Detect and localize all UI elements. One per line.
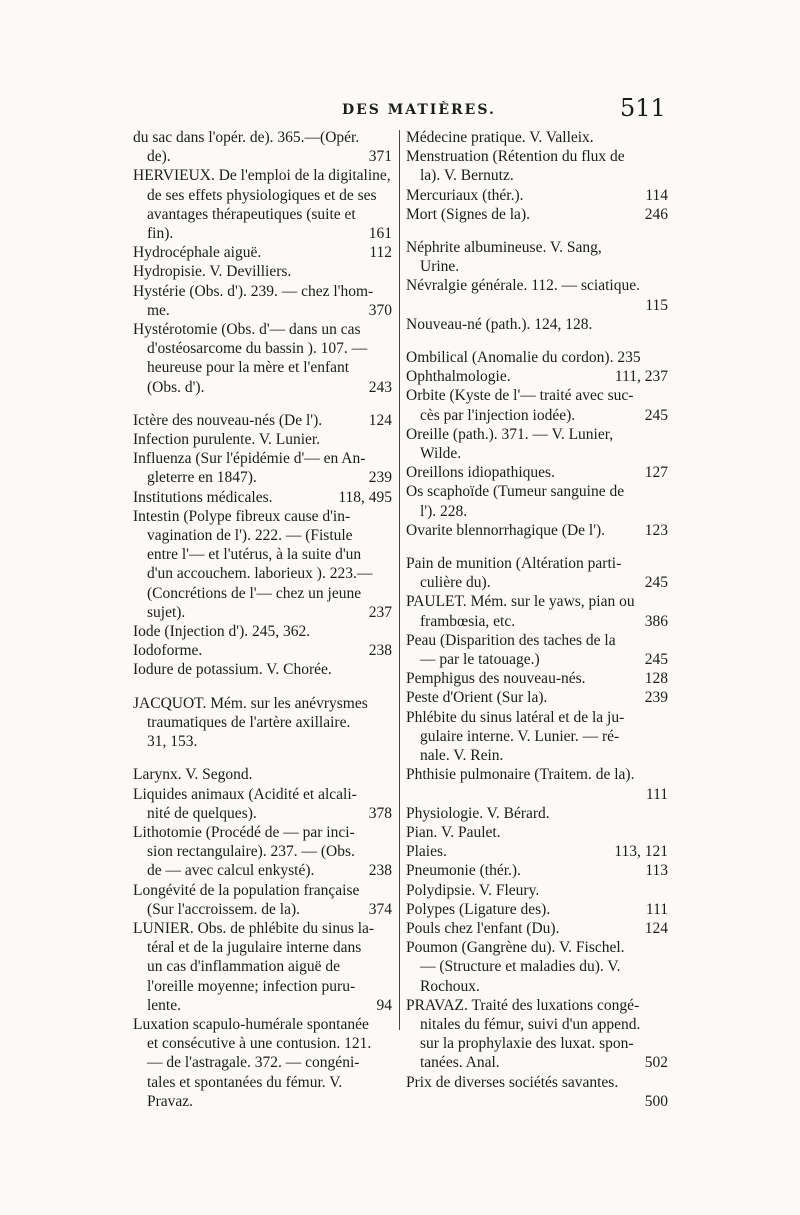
index-entry (133, 243, 392, 262)
column-divider (399, 130, 400, 1030)
entry-line: Lithotomie (Procédé de — par inci- (133, 823, 355, 841)
index-entry (133, 785, 392, 823)
entry-line: un cas d'inflammation aiguë de (147, 958, 341, 976)
index-entry (406, 996, 668, 1073)
index-entry (133, 765, 392, 784)
index-entry (406, 205, 668, 224)
entry-line: PAULET. Mém. sur le yaws, pian ou (406, 593, 635, 611)
index-entry (133, 919, 392, 1015)
index-entry (133, 128, 392, 166)
index-entry (406, 900, 668, 919)
index-entry (406, 688, 668, 707)
letter-section-gap (133, 397, 392, 411)
entry-line: traumatiques de l'artère axillaire. (147, 713, 351, 731)
entry-line: gulaire interne. V. Lunier. — ré- (420, 727, 620, 745)
page-reference: 118, 495 (338, 488, 392, 506)
entry-line: 245 cès par l'injection iodée). (420, 406, 668, 424)
index-entry (406, 881, 668, 900)
page-reference: 111, 237 (614, 368, 668, 386)
entry-line: et consécutive à une contusion. 121. (147, 1035, 372, 1053)
page-reference: 374 (368, 900, 392, 918)
index-entry (406, 669, 668, 688)
page-reference: 112 (369, 244, 392, 262)
entry-line: du sac dans l'opér. de). 365.—(Opér. (133, 129, 360, 146)
page-reference: 238 (368, 862, 392, 880)
index-entry (133, 507, 392, 622)
entry-line: tales et spontanées du fémur. V. (147, 1073, 343, 1091)
page-number: 511 (620, 94, 666, 122)
index-entry (133, 694, 392, 752)
page-reference: 128 (644, 670, 668, 688)
index-entry (133, 411, 392, 430)
index-entry (406, 765, 668, 803)
entry-line: Hystérotomie (Obs. d'— dans un cas (133, 321, 361, 339)
entry-line: 238 Iodoforme. (133, 642, 392, 660)
entry-line: Menstruation (Rétention du flux de (406, 148, 625, 166)
page-reference: 378 (368, 804, 392, 822)
index-entry (406, 128, 668, 147)
index-entry (406, 631, 668, 669)
index-entry (406, 482, 668, 520)
page-reference: 500 (644, 1092, 668, 1110)
entry-line: 94 lente. (147, 996, 392, 1014)
entry-line: 112 Hydrocéphale aiguë. (133, 244, 392, 262)
index-entry (406, 823, 668, 842)
entry-line: d'ostéosarcome du bassin ). 107. — (147, 340, 368, 358)
entry-line: Oreille (path.). 371. — V. Lunier, (406, 425, 614, 443)
index-entry (406, 919, 668, 938)
index-entry (133, 488, 392, 507)
entry-line: Peau (Disparition des taches de la (406, 631, 616, 649)
entry-line: Pain de munition (Altération parti- (406, 555, 622, 573)
index-entry (406, 315, 668, 334)
entry-line: Os scaphoïde (Tumeur sanguine de (406, 483, 625, 501)
entry-line: Névralgie générale. 112. — sciatique. (406, 277, 640, 295)
entry-line: 374 (Sur l'accroissem. de la). (147, 900, 392, 918)
entry-line: (Concrétions de l'— chez un jeune (147, 584, 362, 602)
entry-line: Pian. V. Paulet. (406, 823, 501, 841)
page-reference: 246 (644, 205, 668, 223)
entry-line: LUNIER. Obs. de phlébite du sinus la- (133, 919, 375, 937)
entry-line: Hystérie (Obs. d'). 239. — chez l'hom- (133, 282, 374, 300)
entry-line: 237 sujet). (147, 603, 392, 621)
entry-line (406, 296, 668, 315)
index-entry (133, 823, 392, 881)
page-reference: 245 (644, 651, 668, 669)
entry-line: 124 Pouls chez l'enfant (Du). (406, 919, 668, 937)
index-entry (133, 320, 392, 397)
entry-line: 161 fin). (147, 225, 392, 243)
page-reference: 113, 121 (614, 843, 668, 861)
right-column (406, 128, 668, 1111)
entry-line: 370 me. (147, 301, 392, 319)
entry-line: 127 Oreillons idiopathiques. (406, 464, 668, 482)
page-reference: 371 (368, 148, 392, 166)
entry-line: Prix de diverses sociétés savantes. (406, 1073, 619, 1091)
page-reference: 114 (645, 186, 668, 204)
index-entry (133, 641, 392, 660)
entry-line: Iodure de potassium. V. Chorée. (133, 661, 332, 679)
entry-line: HERVIEUX. De l'emploi de la digitaline, (133, 167, 391, 185)
page-reference: 245 (644, 406, 668, 424)
index-entry (406, 708, 668, 766)
entry-line: 118, 495 Institutions médicales. (133, 488, 392, 506)
letter-section-gap (406, 334, 668, 348)
entry-line: 239 Peste d'Orient (Sur la). (406, 689, 668, 707)
entry-line: Pravaz. (147, 1092, 194, 1110)
page-reference: 370 (368, 301, 392, 319)
index-entry (133, 166, 392, 243)
entry-line: Wilde. (420, 445, 462, 463)
entry-line: 386 frambœsia, etc. (420, 612, 668, 630)
entry-line: la). V. Bernutz. (420, 167, 514, 185)
entry-line: l'oreille moyenne; infection puru- (147, 977, 356, 995)
entry-line: Nouveau-né (path.). 124, 128. (406, 315, 593, 333)
index-entry (133, 660, 392, 679)
entry-line: entre l'— et l'utérus, à la suite d'un (147, 546, 362, 564)
index-entry (133, 1015, 392, 1111)
page-reference: 115 (645, 296, 668, 314)
entry-line: 128 Pemphigus des nouveau-nés. (406, 670, 668, 688)
entry-line: téral et de la jugulaire interne dans (147, 939, 362, 957)
entry-line: Rochoux. (420, 977, 480, 995)
index-entry (406, 348, 668, 367)
index-entry (406, 367, 668, 386)
index-entry (406, 554, 668, 592)
letter-section-gap (133, 680, 392, 694)
entry-line: 245 — par le tatouage.) (420, 651, 668, 669)
page-reference: 111 (645, 900, 668, 918)
entry-line: 31, 153. (147, 733, 198, 751)
entry-line: Urine. (420, 258, 460, 276)
entry-line: avantages thérapeutiques (suite et (147, 205, 356, 223)
index-entry (406, 386, 668, 424)
entry-line: 238 de — avec calcul enkysté). (147, 862, 392, 880)
running-head: DES MATIÈRES. (342, 102, 496, 118)
index-entry (406, 842, 668, 861)
entry-line: sion rectangulaire). 237. — (Obs. (147, 843, 355, 861)
index-entry (133, 282, 392, 320)
entry-line: PRAVAZ. Traité des luxations congé- (406, 996, 640, 1014)
entry-line: — de l'astragale. 372. — congéni- (147, 1054, 360, 1072)
page-reference: 243 (368, 378, 392, 396)
entry-line: Liquides animaux (Acidité et alcali- (133, 785, 357, 803)
letter-section-gap (406, 224, 668, 238)
entry-line: Influenza (Sur l'épidémie d'— en An- (133, 450, 366, 468)
page-reference: 94 (376, 996, 392, 1014)
page-reference: 245 (644, 574, 668, 592)
entry-line: 378 nité de quelques). (147, 804, 392, 822)
entry-line: Infection purulente. V. Lunier. (133, 431, 321, 449)
index-entry (133, 430, 392, 449)
entry-line: 502 tanées. Anal. (420, 1054, 668, 1072)
entry-line: 371 de). (147, 148, 392, 166)
entry-line: 243 (Obs. d'). (147, 378, 392, 396)
entry-line: 124 Ictère des nouveau-nés (De l'). (133, 411, 392, 429)
entry-line: Iode (Injection d'). 245, 362. (133, 623, 311, 641)
entry-line: — (Structure et maladies du). V. (420, 958, 621, 976)
page-reference: 238 (368, 642, 392, 660)
index-entry (406, 1073, 668, 1111)
entry-line: 114 Mercuriaux (thér.). (406, 186, 668, 204)
entry-line: 245 culière du). (420, 574, 668, 592)
page-reference: 237 (368, 603, 392, 621)
page-reference: 124 (644, 919, 668, 937)
entry-line: Médecine pratique. V. Valleix. (406, 129, 594, 146)
entry-line: 123 Ovarite blennorrhagique (De l'). (406, 521, 668, 539)
index-entry (406, 592, 668, 630)
page-reference: 239 (368, 469, 392, 487)
entry-line: de ses effets physiologiques et de ses (147, 186, 377, 204)
entry-line: Néphrite albumineuse. V. Sang, (406, 239, 602, 257)
entry-line: 111, 237 Ophthalmologie. (406, 368, 668, 386)
entry-line: heureuse pour la mère et l'enfant (147, 359, 350, 377)
index-entry (406, 804, 668, 823)
index-entry (133, 881, 392, 919)
entry-line: 246 Mort (Signes de la). (406, 205, 668, 223)
index-entry (133, 622, 392, 641)
entry-line: l'). 228. (420, 502, 468, 520)
entry-line: Orbite (Kyste de l'— traité avec suc- (406, 387, 634, 405)
entry-line: Polydipsie. V. Fleury. (406, 881, 540, 899)
entry-line: Larynx. V. Segond. (133, 766, 253, 784)
entry-line: sur la prophylaxie des luxat. spon- (420, 1035, 634, 1053)
page-reference: 124 (368, 411, 392, 429)
letter-section-gap (133, 751, 392, 765)
entry-line: d'un accouchem. laborieux ). 223.— (147, 565, 373, 583)
page-reference: 386 (644, 612, 668, 630)
entry-line: Intestin (Polype fibreux cause d'in- (133, 507, 351, 525)
page-reference: 111 (645, 785, 668, 803)
entry-line: nale. V. Rein. (420, 747, 504, 765)
page-reference: 123 (644, 521, 668, 539)
letter-section-gap (406, 540, 668, 554)
entry-line: 113 Pneumonie (thér.). (406, 862, 668, 880)
index-entry (406, 238, 668, 276)
left-column (133, 128, 392, 1111)
index-entry (133, 449, 392, 487)
entry-line: 111 Polypes (Ligature des). (406, 900, 668, 918)
entry-line: Phlébite du sinus latéral et de la ju- (406, 708, 625, 726)
entry-line: Physiologie. V. Bérard. (406, 804, 550, 822)
entry-line: Luxation scapulo-humérale spontanée (133, 1015, 369, 1033)
entry-line: Hydropisie. V. Devilliers. (133, 263, 292, 281)
index-entry (406, 425, 668, 463)
index-entry (406, 521, 668, 540)
entry-line: JACQUOT. Mém. sur les anévrysmes (133, 694, 368, 712)
entry-line: Phthisie pulmonaire (Traitem. de la). (406, 766, 635, 784)
entry-line: 239 gleterre en 1847). (147, 469, 392, 487)
page-reference: 127 (644, 464, 668, 482)
page-reference: 113 (645, 862, 668, 880)
page-reference: 239 (644, 689, 668, 707)
index-entry (406, 463, 668, 482)
entry-line: Poumon (Gangrène du). V. Fischel. (406, 939, 625, 957)
entry-line: vagination de l'). 222. — (Fistule (147, 527, 353, 545)
entry-line (406, 1092, 668, 1111)
entry-line: 113, 121 Plaies. (406, 843, 668, 861)
page-reference: 161 (368, 225, 392, 243)
index-entry (406, 861, 668, 880)
index-entry (406, 186, 668, 205)
page-reference: 502 (644, 1054, 668, 1072)
index-entry (133, 262, 392, 281)
entry-line (406, 785, 668, 804)
index-entry (406, 147, 668, 185)
index-entry (406, 276, 668, 314)
entry-line: nitales du fémur, suivi d'un append. (420, 1015, 641, 1033)
entry-line: Ombilical (Anomalie du cordon). 235 (406, 349, 641, 367)
entry-line: Longévité de la population française (133, 881, 360, 899)
index-entry (406, 938, 668, 996)
